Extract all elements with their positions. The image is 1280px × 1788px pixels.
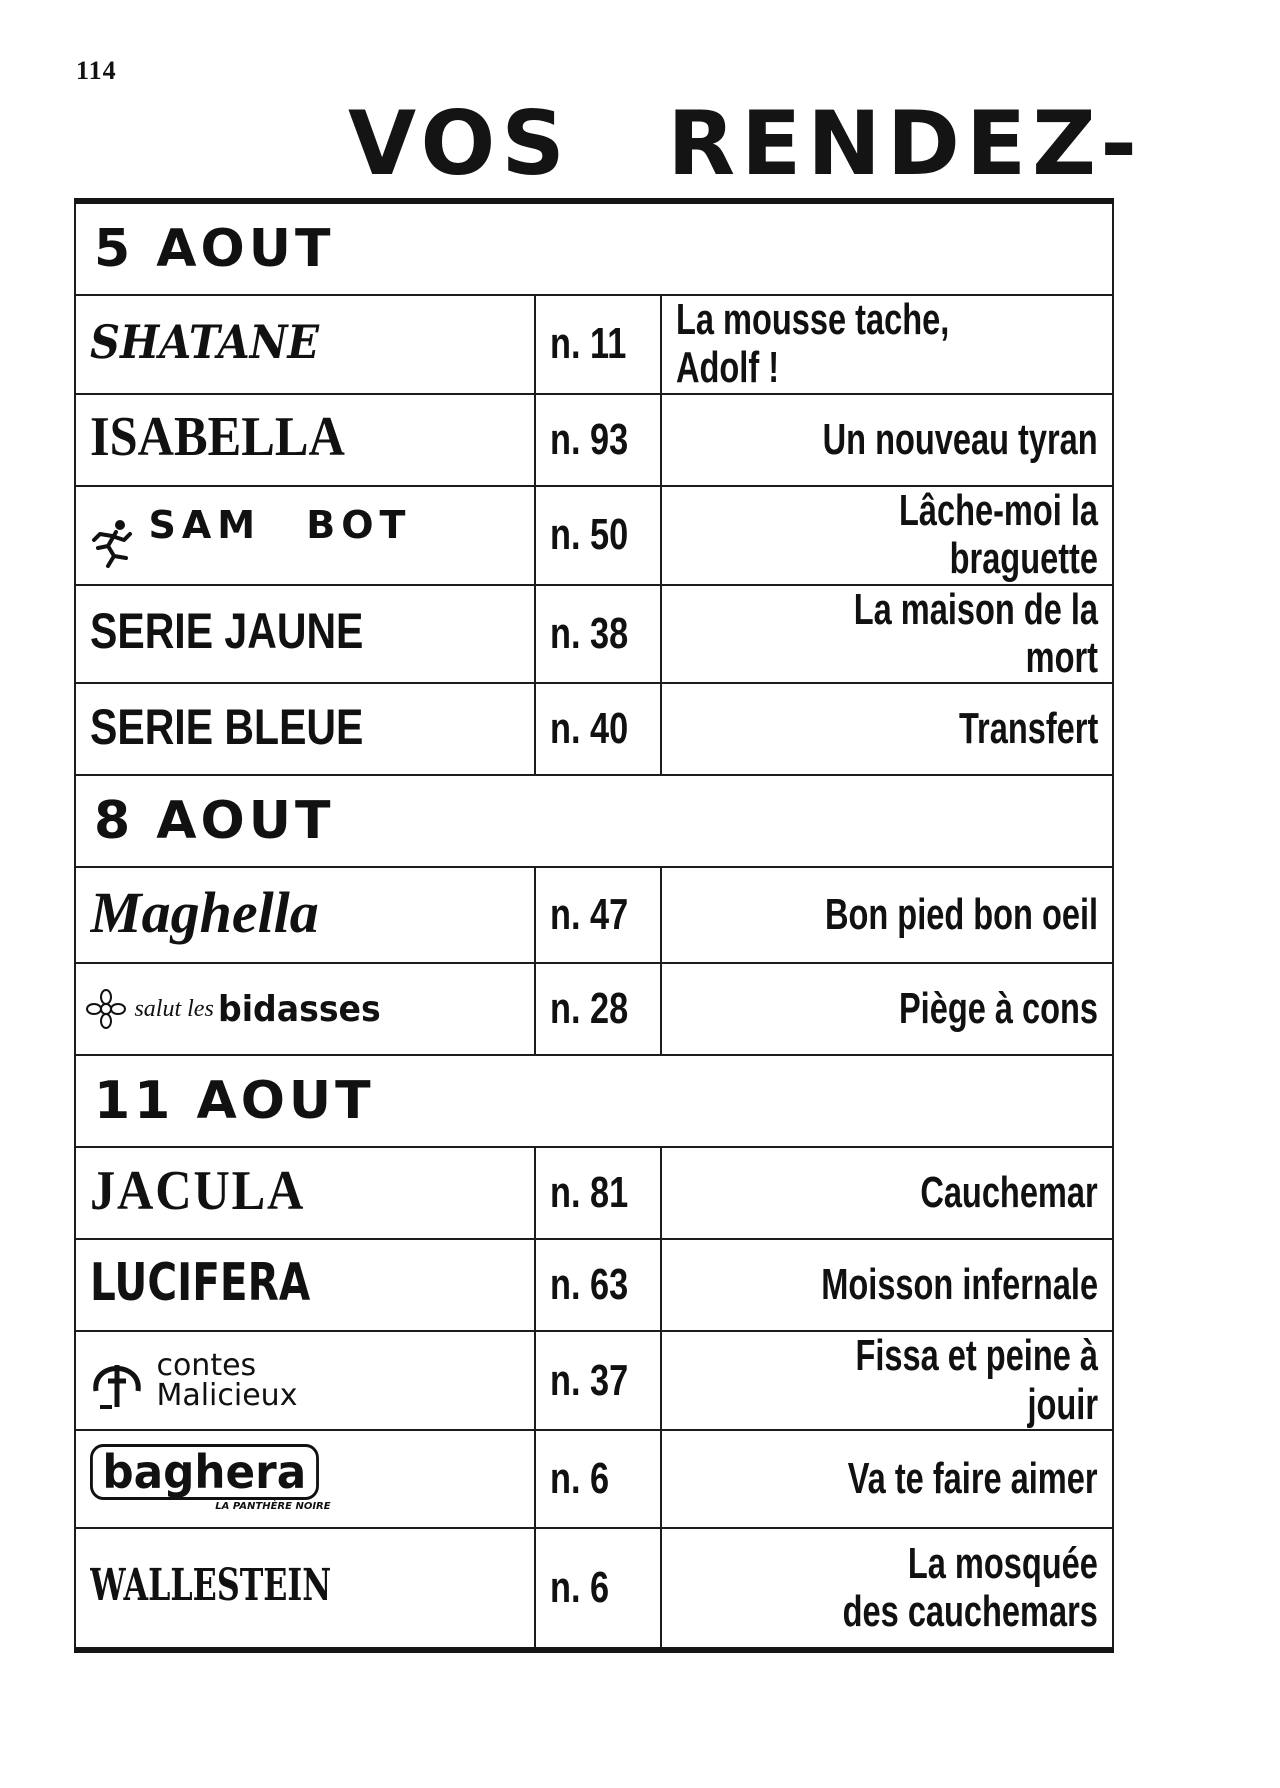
episode-title: Un nouveau tyran (822, 414, 1098, 464)
issue-number: n. 6 (550, 1563, 610, 1613)
table-row (75, 394, 1113, 486)
episode-title-cell (661, 963, 1113, 1055)
episode-title-cell (661, 585, 1113, 684)
episode-title-cell (661, 1528, 1113, 1650)
episode-title-cell (661, 295, 1113, 394)
issue-number: n. 28 (550, 984, 629, 1034)
issue-number-cell (535, 1528, 661, 1650)
series-cell (75, 1528, 535, 1650)
release-schedule-table (74, 198, 1114, 1653)
issue-number: n. 81 (550, 1168, 629, 1218)
table-row (75, 585, 1113, 684)
table-row (75, 963, 1113, 1055)
series-cell (75, 683, 535, 775)
table-row (75, 1239, 1113, 1331)
series-logo-baghera (90, 1444, 331, 1513)
issue-number-cell (535, 486, 661, 585)
series-logo-contes-malicieux: contes Malicieux (156, 1350, 298, 1411)
series-prefix-salut-les: salut les (134, 995, 214, 1022)
series-logo-isabella: ISABELLA (90, 406, 345, 469)
running-man-icon (90, 518, 136, 568)
table-row (75, 1430, 1113, 1528)
episode-title-cell (661, 683, 1113, 775)
series-logo-bidasses: bidasses (218, 988, 381, 1030)
issue-number-cell (535, 1147, 661, 1239)
episode-title: Bon pied bon oeil (824, 890, 1098, 940)
issue-number-cell (535, 1430, 661, 1528)
issue-number-cell (535, 867, 661, 963)
date-row (75, 201, 1113, 295)
series-name-serie-jaune: SERIE JAUNE (90, 603, 364, 660)
issue-number-cell (535, 585, 661, 684)
series-cell (75, 1239, 535, 1331)
issue-number: n. 47 (550, 890, 629, 940)
series-logo-baghera-wordmark: baghera (90, 1444, 319, 1501)
issue-number: n. 6 (550, 1454, 610, 1504)
series-cell (75, 963, 535, 1055)
series-logo-lucifera: LUCIFERA (90, 1252, 311, 1313)
issue-number-cell (535, 1239, 661, 1331)
table-row (75, 295, 1113, 394)
page-number: 114 (76, 56, 117, 85)
table-row (75, 1528, 1113, 1650)
episode-title-cell (661, 1147, 1113, 1239)
issue-number: n. 50 (550, 510, 629, 560)
episode-title: Lâche-moi la braguette (898, 485, 1098, 584)
series-cell (75, 295, 535, 394)
series-logo-sam-bot: SAM BOT (148, 502, 412, 547)
series-cell (75, 394, 535, 486)
episode-title-cell (661, 1331, 1113, 1430)
episode-title: La maison de la mort (853, 584, 1098, 682)
episode-title: Fissa et peine à jouir (855, 1331, 1098, 1429)
episode-title-cell (661, 486, 1113, 585)
issue-number: n. 11 (550, 319, 627, 369)
table-row (75, 867, 1113, 963)
issue-number-cell (535, 1331, 661, 1430)
series-logo-wallestein: WALLESTEIN (90, 1560, 332, 1612)
issue-number-cell (535, 683, 661, 775)
issue-number: n. 38 (550, 608, 629, 658)
series-cell (75, 1331, 535, 1430)
date-row (75, 1055, 1113, 1147)
issue-number: n. 37 (550, 1355, 629, 1405)
issue-number-cell (535, 394, 661, 486)
table-row (75, 683, 1113, 775)
episode-title: Va te faire aimer (848, 1453, 1098, 1503)
date-row (75, 775, 1113, 867)
episode-title: Cauchemar (920, 1168, 1098, 1218)
contes-logo-icon (90, 1351, 144, 1411)
series-logo-jacula: JACULA (90, 1159, 306, 1222)
episode-title: Moisson infernale (821, 1260, 1098, 1310)
issue-number: n. 93 (550, 414, 629, 464)
episode-title-cell (661, 1239, 1113, 1331)
table-row (75, 1147, 1113, 1239)
episode-title: La mousse tache, Adolf ! (676, 295, 950, 393)
issue-number-cell (535, 295, 661, 394)
issue-number: n. 40 (550, 704, 629, 754)
table-row (75, 486, 1113, 585)
table-row (75, 1331, 1113, 1430)
episode-title-cell (661, 394, 1113, 486)
episode-title-cell (661, 867, 1113, 963)
series-cell (75, 585, 535, 684)
series-cell (75, 486, 535, 585)
series-logo-shatane: SHATANE (85, 314, 324, 369)
series-cell (75, 867, 535, 963)
episode-title: Piège à cons (898, 984, 1098, 1034)
episode-title: Transfert (958, 704, 1098, 754)
series-cell (75, 1430, 535, 1528)
date-heading: 8 AOUT (75, 775, 1113, 867)
issue-number-cell (535, 963, 661, 1055)
issue-number: n. 63 (550, 1260, 629, 1310)
date-heading: 11 AOUT (75, 1055, 1113, 1147)
series-cell (75, 1147, 535, 1239)
episode-title: La mosquée des cauchemars (842, 1538, 1098, 1637)
series-tagline: LA PANTHÈRE NOIRE (215, 1501, 331, 1513)
episode-title-cell (661, 1430, 1113, 1528)
page-title: VOS RENDEZ- (348, 92, 1143, 195)
series-logo-maghella: Maghella (90, 880, 319, 946)
flower-icon (86, 989, 126, 1029)
series-name-serie-bleue: SERIE BLEUE (90, 698, 364, 755)
date-heading: 5 AOUT (75, 201, 1113, 295)
